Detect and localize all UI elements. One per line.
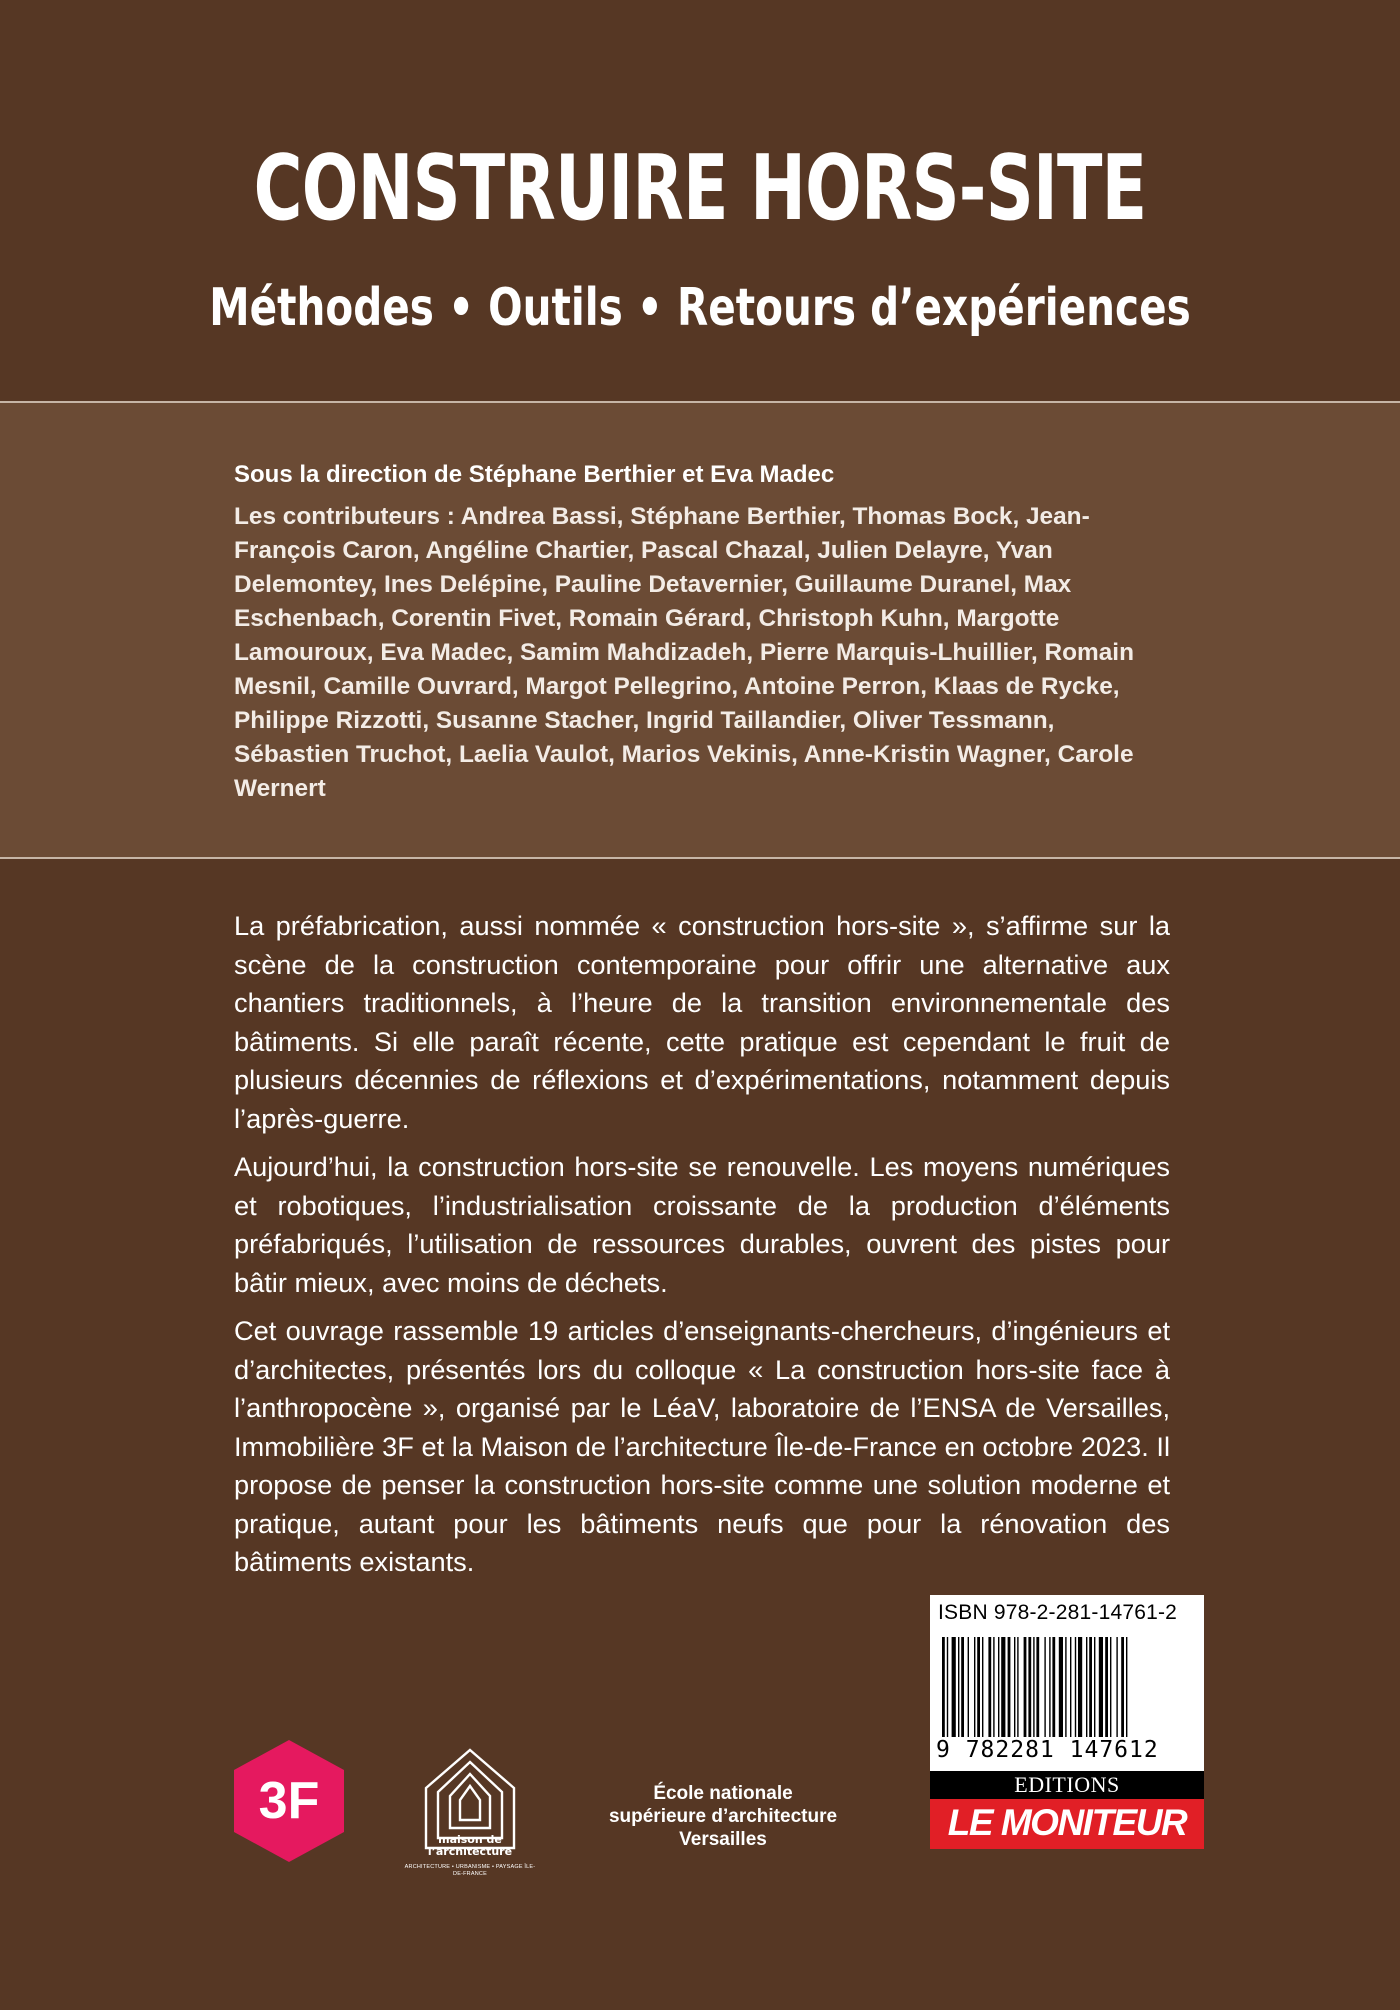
barcode-bar — [1126, 1637, 1127, 1737]
barcode-bar — [1001, 1637, 1005, 1737]
publisher-name: LE MONITEUR — [947, 1802, 1187, 1843]
barcode-bar — [968, 1637, 969, 1737]
book-subtitle: Méthodes • Outils • Retours d’expériences — [209, 278, 1191, 338]
barcode-bar — [1116, 1637, 1117, 1737]
maison-logo-title: maison de l’architecture — [427, 1833, 513, 1858]
contributors-list: Les contributeurs : Andrea Bassi, Stéphane Berthier, Thomas Bock, Jean-François Caron, Angéline Chartier, Pascal Chazal, Julien Delayre, Yvan Delemontey, Ines Delépine, Pauline Detavernier, Guillaume Duranel, Max Eschenbach, Corentin Fivet, Romain Gérard, Christoph Kuhn, Margotte Lamouroux, Eva Madec, Samim Mahdizadeh, Pierre Marquis-Lhuillier, Romain Mesnil, Camille Ouvrard, Margot Pellegrino, Antoine Perron, Klaas de Rycke, Philippe Rizzotti, Susanne Stacher, Ingrid Taillandier, Oliver Tessmann, Sébastien Truchot, Laelia Vaulot, Marios Vekinis, Anne-Kristin Wagner, Carole Wernert — [234, 503, 1134, 802]
publisher-editions-bar — [930, 1771, 1204, 1799]
barcode-bar — [977, 1637, 980, 1737]
ensa-versailles-logo — [558, 1782, 888, 1851]
barcode-digits: 9 782281 147612 — [936, 1737, 1159, 1763]
barcode-bar — [1094, 1637, 1095, 1737]
barcode-bar — [1075, 1637, 1076, 1737]
barcode-bar — [1033, 1637, 1034, 1737]
barcode-bar — [952, 1637, 956, 1737]
barcode-bar — [988, 1637, 991, 1737]
barcode-bar — [1110, 1637, 1111, 1737]
barcode-bar — [1052, 1637, 1055, 1737]
barcode-bar — [1105, 1637, 1108, 1737]
barcode-bar — [1065, 1637, 1066, 1737]
publisher-editions-label: EDITIONS — [1014, 1772, 1120, 1797]
blurb-paragraph: Aujourd’hui, la construction hors-site se renouvelle. Les moyens numériques et robotiques, l’industrialisation croissante de la production d’éléments préfabriqués, l’utilisation de ressources durables, ouvrent des pistes pour bâtir mieux, avec moins de déchets. — [234, 1151, 1170, 1298]
barcode-bar — [993, 1637, 994, 1737]
barcode-bar — [1086, 1637, 1087, 1737]
ensa-line: Versailles — [679, 1829, 767, 1850]
barcode-bar — [1121, 1637, 1124, 1737]
three-f-logo-icon — [230, 1738, 348, 1864]
barcode-bar — [1008, 1637, 1011, 1737]
barcode-bar — [1049, 1637, 1050, 1737]
ensa-line: École nationale — [653, 1783, 793, 1804]
isbn-number: ISBN 978-2-281-14761-2 — [938, 1601, 1178, 1624]
barcode-bar — [947, 1637, 948, 1737]
three-f-logo-text: 3F — [258, 1772, 320, 1830]
barcode-bar — [1089, 1637, 1092, 1737]
barcode-bar — [1024, 1637, 1027, 1737]
divider-bottom — [0, 857, 1400, 859]
barcode-bar — [1014, 1637, 1015, 1737]
editors-credit: Sous la direction de Stéphane Berthier et Eva Madec — [234, 461, 835, 488]
blurb-paragraph: Cet ouvrage rassemble 19 articles d’enseignants-chercheurs, d’ingénieurs et d’architectes, présentés lors du colloque « La construction hors-site face à l’anthropocène », organisé par le LéaV, laboratoire de l’ENSA de Versailles, Immobilière 3F et la Maison de l’architecture Île-de-France en octobre 2023. Il propose de penser la construction hors-site comme une solution moderne et pratique, autant pour les bâtiments neufs que pour la rénovation des bâtiments existants. — [234, 1315, 1170, 1577]
blurb-paragraph: La préfabrication, aussi nommée « construction hors-site », s’affirme sur la scène de la construction contemporaine pour offrir une alternative aux chantiers traditionnels, à l’heure de la transition environnementale des bâtiments. Si elle paraît récente, cette pratique est cependant le fruit de plusieurs décennies de réflexions et d’expérimentations, notamment depuis l’après-guerre. — [234, 910, 1170, 1134]
barcode-bar — [942, 1637, 945, 1737]
ensa-line: supérieure d’architecture — [608, 1806, 838, 1827]
maison-logo-subtitle: ARCHITECTURE • URBANISME • PAYSAGE ÎLE-DE-FRANCE — [404, 1864, 536, 1877]
barcode-bar — [1017, 1637, 1018, 1737]
barcode-bar — [1099, 1637, 1103, 1737]
barcode-bar — [958, 1637, 959, 1737]
isbn-barcode-block — [930, 1595, 1204, 1771]
barcode-bar — [1059, 1637, 1063, 1737]
barcode-bar — [982, 1637, 983, 1737]
barcode-bar — [1078, 1637, 1082, 1737]
barcode-bar — [961, 1637, 964, 1737]
barcode-bar — [1044, 1637, 1045, 1737]
blurb — [234, 907, 1170, 1592]
barcode-bar — [998, 1637, 999, 1737]
book-title: CONSTRUIRE HORS-SITE — [253, 136, 1147, 241]
title-block — [0, 0, 1400, 398]
publisher-logo — [930, 1799, 1204, 1849]
barcode-bar — [1036, 1637, 1039, 1737]
barcode-bar — [974, 1637, 975, 1737]
barcode-bar — [1070, 1637, 1071, 1737]
barcode-icon — [942, 1637, 1192, 1737]
barcode-bar — [1028, 1637, 1031, 1737]
